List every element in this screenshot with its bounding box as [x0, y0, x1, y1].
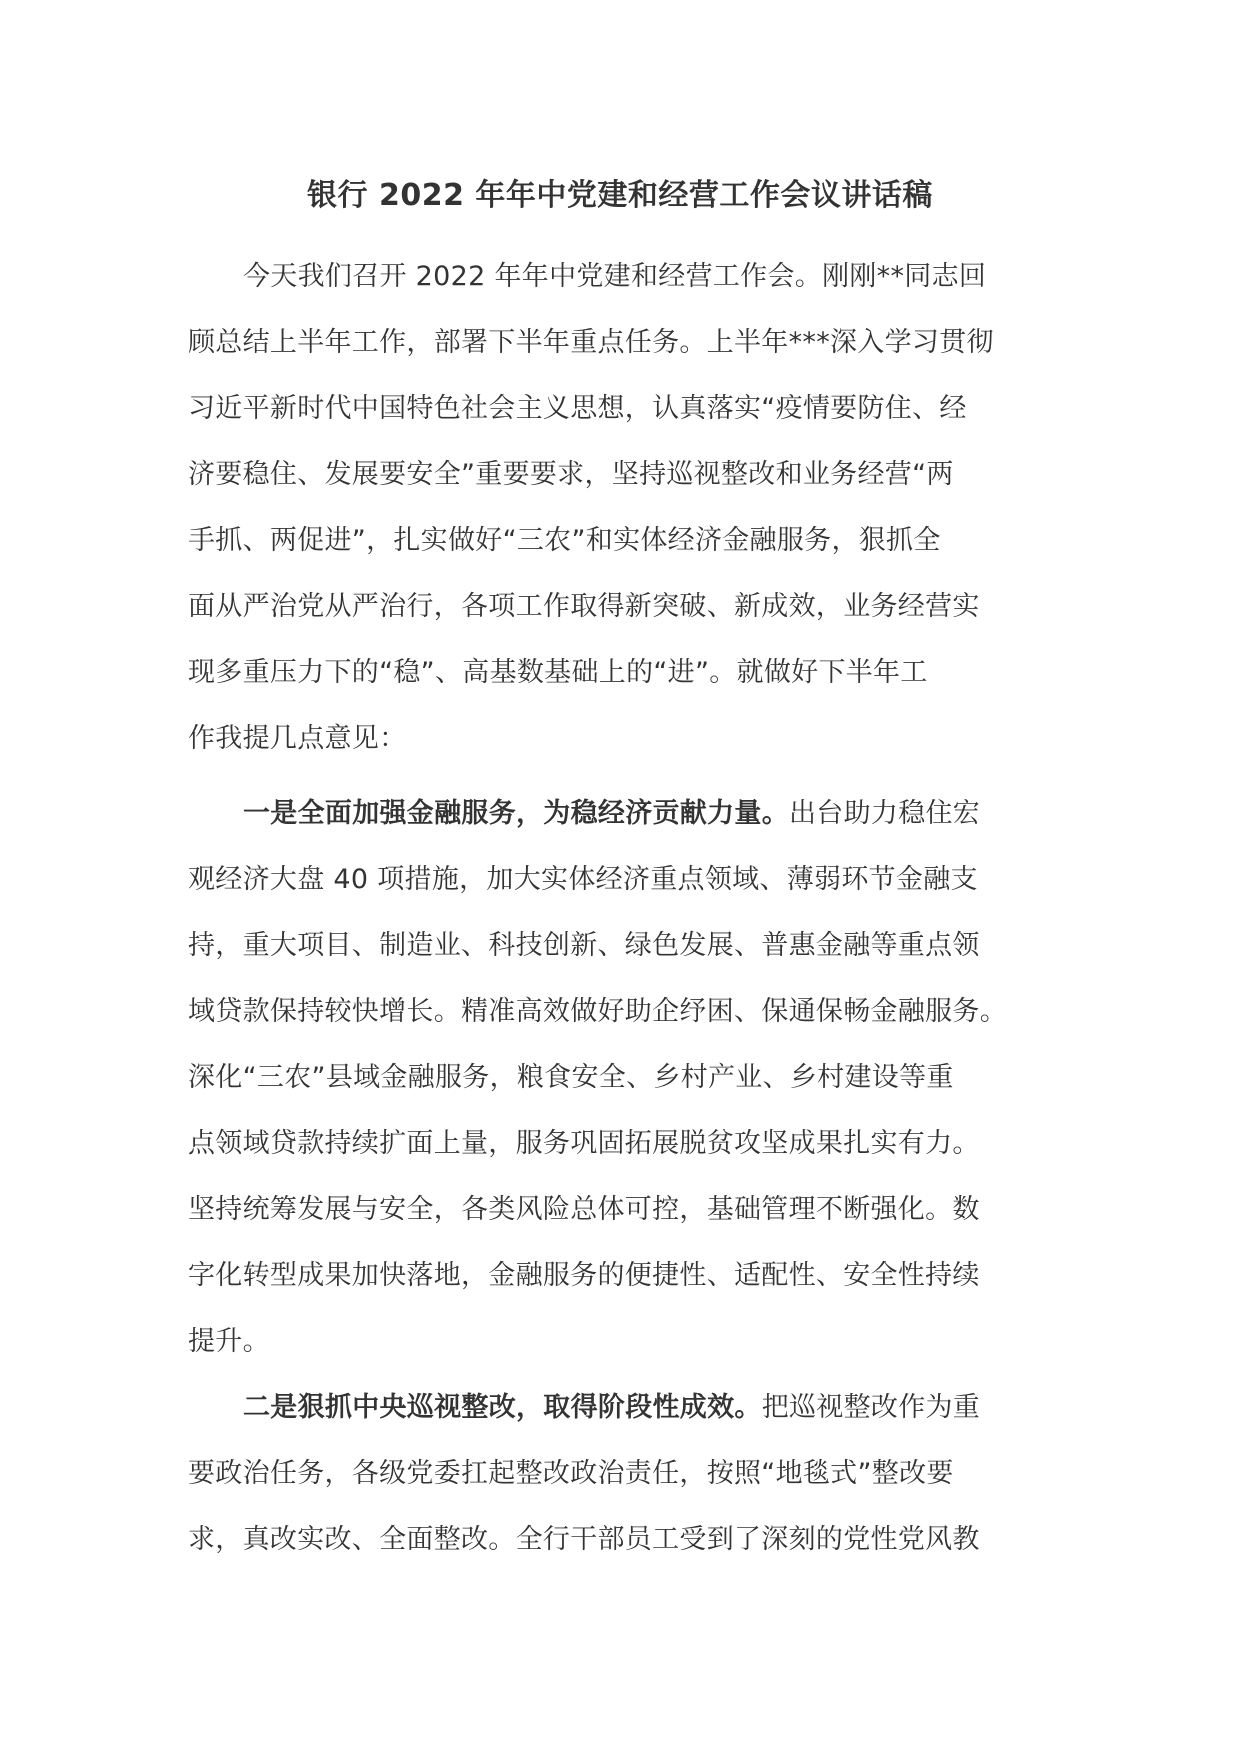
- paragraph-line: 面从严治党从严治行，各项工作取得新突破、新成效，业务经营实: [188, 591, 980, 622]
- paragraph-line: 字化转型成果加快落地，金融服务的便捷性、适配性、安全性持续: [188, 1260, 980, 1291]
- paragraph-line: 顾总结上半年工作，部署下半年重点任务。上半年***深入学习贯彻: [188, 327, 994, 358]
- paragraph-line: 要政治任务，各级党委扛起整改政治责任，按照“地毯式”整改要: [188, 1458, 954, 1489]
- paragraph-line: 提升。: [188, 1326, 270, 1357]
- paragraph-line: 手抓、两促进”，扎实做好“三农”和实体经济金融服务，狠抓全: [188, 525, 941, 556]
- paragraph-line: 现多重压力下的“稳”、高基数基础上的“进”。就做好下半年工: [188, 657, 928, 688]
- paragraph-line: 求，真改实改、全面整改。全行干部员工受到了深刻的党性党风教: [188, 1524, 980, 1555]
- paragraph-opening: [188, 244, 1068, 772]
- document-title: 银行 2022 年年中党建和经营工作会议讲话稿: [307, 178, 933, 213]
- paragraph-point-two: [188, 1375, 1068, 1573]
- paragraph-line-rest: 出台助力稳住宏: [789, 798, 981, 829]
- paragraph-lead-heading: 一是全面加强金融服务，为稳经济贡献力量。: [243, 798, 789, 829]
- paragraph-line-rest: 把巡视整改作为重: [761, 1392, 981, 1423]
- paragraph-line: 坚持统筹发展与安全，各类风险总体可控，基础管理不断强化。数: [188, 1194, 980, 1225]
- paragraph-point-one: [188, 781, 1068, 1375]
- paragraph-first-line: [188, 1375, 1068, 1441]
- paragraph-line: 济要稳住、发展要安全”重要要求，坚持巡视整改和业务经营“两: [188, 459, 954, 490]
- paragraph-line: 持，重大项目、制造业、科技创新、绿色发展、普惠金融等重点领: [188, 930, 980, 961]
- paragraph-line: 习近平新时代中国特色社会主义思想，认真落实“疫情要防住、经: [188, 393, 967, 424]
- paragraph-line: 观经济大盘 40 项措施，加大实体经济重点领域、薄弱环节金融支: [188, 864, 978, 895]
- paragraph-line: 今天我们召开 2022 年年中党建和经营工作会。刚刚**同志回: [243, 261, 987, 292]
- paragraph-line: 深化“三农”县域金融服务，粮食安全、乡村产业、乡村建设等重: [188, 1062, 954, 1093]
- paragraph-line: 域贷款保持较快增长。精准高效做好助企纾困、保通保畅金融服务。: [188, 996, 1007, 1027]
- paragraph-line: 作我提几点意见：: [188, 723, 407, 754]
- paragraph-lead-heading: 二是狠抓中央巡视整改，取得阶段性成效。: [243, 1392, 762, 1423]
- paragraph-first-line: [188, 781, 1068, 847]
- paragraph-line: 点领域贷款持续扩面上量，服务巩固拓展脱贫攻坚成果扎实有力。: [188, 1128, 980, 1159]
